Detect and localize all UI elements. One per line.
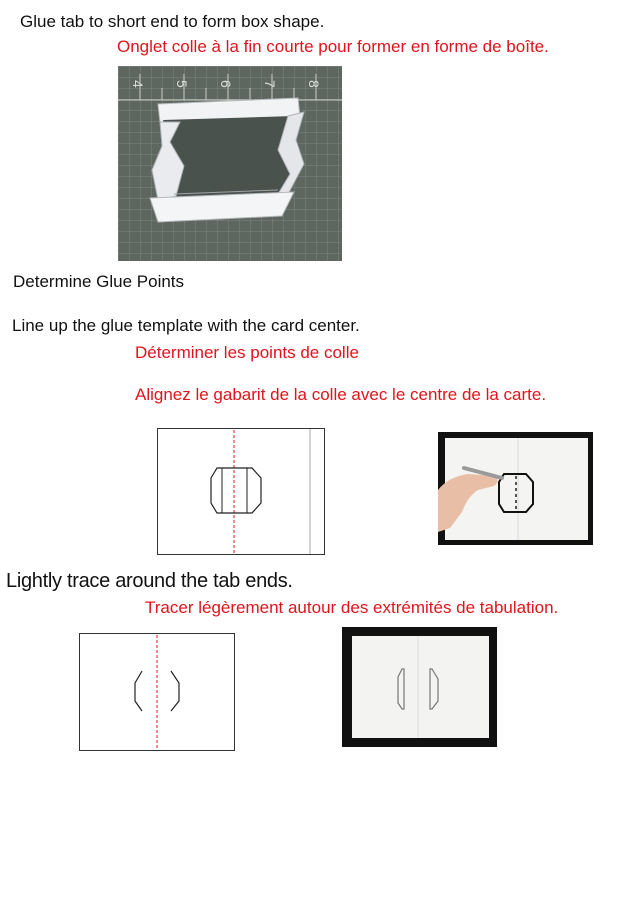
box-shape-photo bbox=[118, 66, 342, 261]
step2-instruction-en: Line up the glue template with the card center. bbox=[12, 316, 360, 335]
glue-template-diagram bbox=[157, 428, 325, 555]
paper-box bbox=[150, 98, 304, 222]
step3-instruction-en: Lightly trace around the tab ends. bbox=[6, 570, 293, 592]
traced-card-photo bbox=[342, 627, 497, 747]
ruler-number: 7 bbox=[262, 80, 278, 88]
step2-heading-fr: Déterminer les points de colle bbox=[135, 343, 359, 362]
ruler-number: 4 bbox=[130, 80, 146, 88]
ruler-number: 6 bbox=[218, 80, 234, 88]
step1-instruction-fr: Onglet colle à la fin courte pour former en forme de boîte. bbox=[117, 37, 549, 56]
ruler-number: 8 bbox=[306, 80, 322, 88]
trace-marks-diagram bbox=[79, 633, 235, 751]
step3-instruction-fr: Tracer légèrement autour des extrémités de tabulation. bbox=[145, 598, 559, 617]
template-tracing-photo bbox=[438, 432, 593, 545]
ruler-number: 5 bbox=[174, 80, 190, 88]
step2-instruction-fr: Alignez le gabarit de la colle avec le centre de la carte. bbox=[135, 385, 547, 404]
step2-heading-en: Determine Glue Points bbox=[13, 272, 185, 291]
step1-instruction-en: Glue tab to short end to form box shape. bbox=[20, 12, 325, 31]
